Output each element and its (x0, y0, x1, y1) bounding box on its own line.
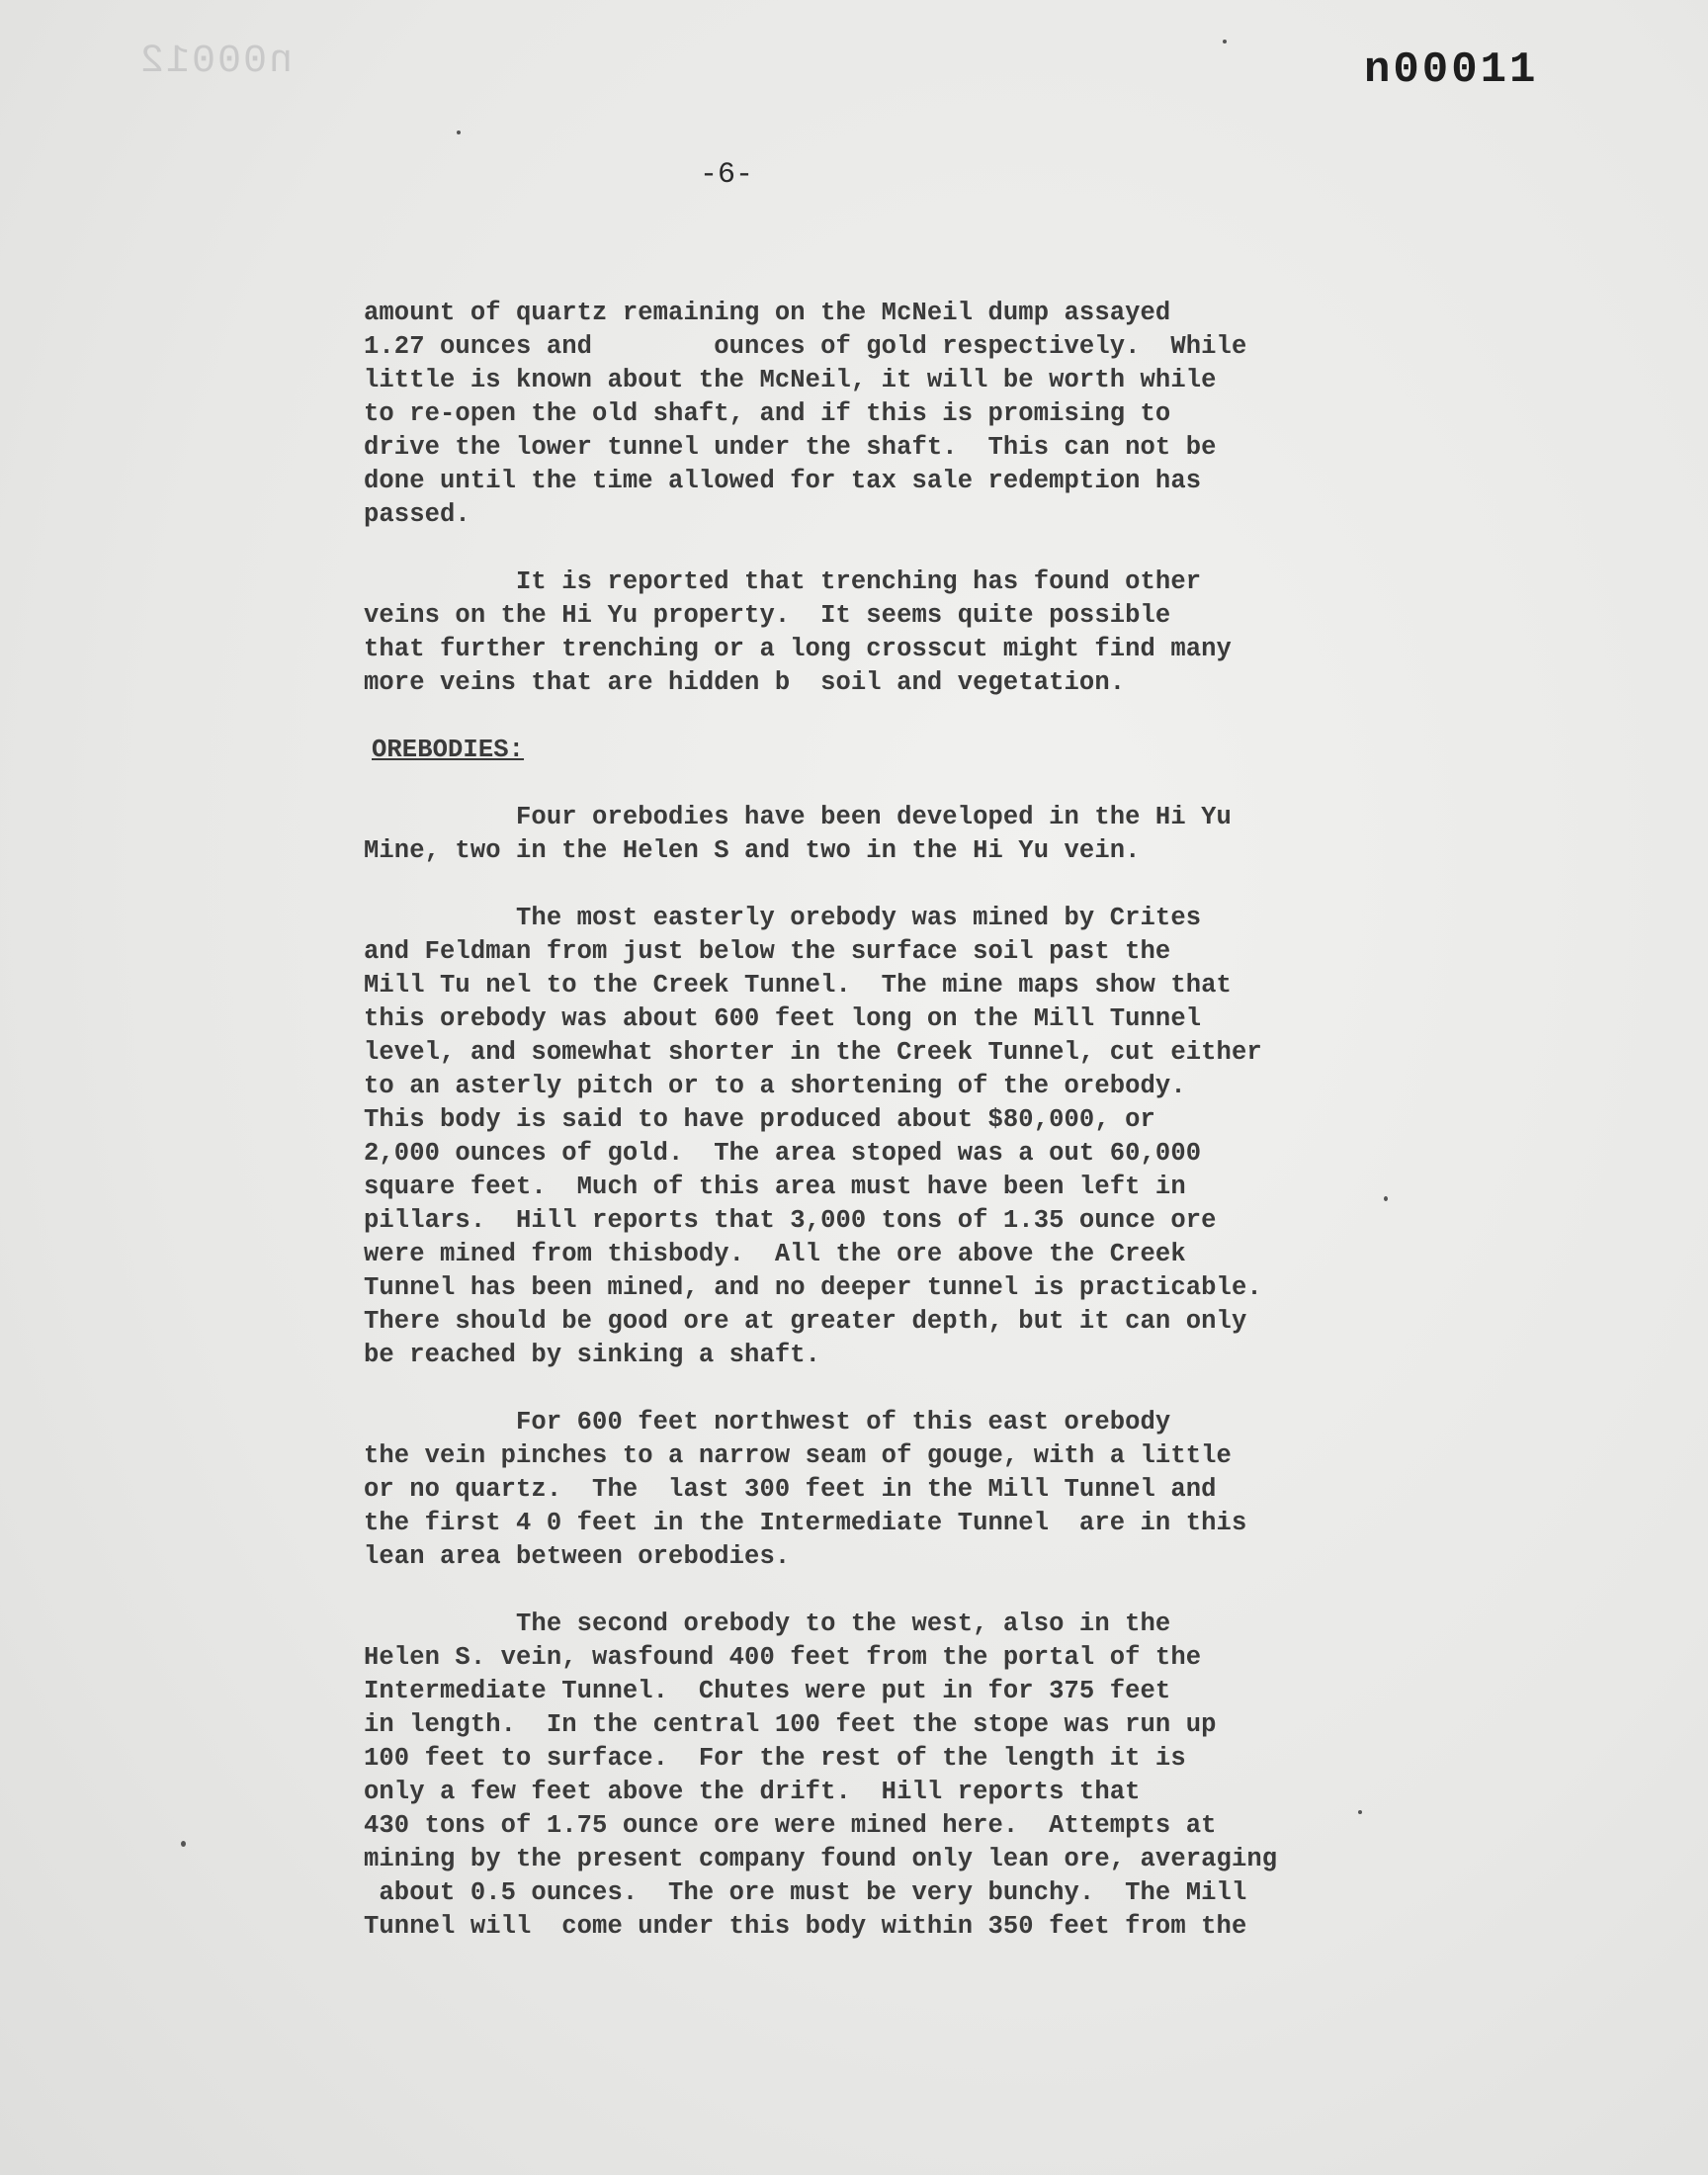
text-line: For 600 feet northwest of this east orebody (364, 1408, 1171, 1436)
text-line: pillars. Hill reports that 3,000 tons of 1.35 ounce ore (364, 1206, 1217, 1235)
scan-speck (181, 1841, 186, 1847)
text-line: the vein pinches to a narrow seam of gouge, with a little (364, 1441, 1232, 1470)
text-line: It is reported that trenching has found other (364, 567, 1202, 596)
text-line: amount of quartz remaining on the McNeil dump assayed (364, 299, 1171, 327)
ghost-document-number: n00012 (138, 40, 294, 84)
text-line: veins on the Hi Yu property. It seems quite possible (364, 601, 1171, 630)
paragraph (364, 801, 1392, 868)
text-line: level, and somewhat shorter in the Creek Tunnel, cut either (364, 1038, 1262, 1067)
text-line: 100 feet to surface. For the rest of the length it is (364, 1744, 1186, 1773)
text-line: only a few feet above the drift. Hill reports that (364, 1778, 1141, 1806)
paragraph (364, 1406, 1392, 1574)
scan-speck (1358, 1810, 1362, 1814)
text-line: the first 4 0 feet in the Intermediate Tunnel are in this (364, 1509, 1247, 1537)
text-line: this orebody was about 600 feet long on the Mill Tunnel (364, 1004, 1202, 1033)
text-line: to re-open the old shaft, and if this is promising to (364, 399, 1171, 428)
scan-speck (1384, 1196, 1388, 1201)
text-line: little is known about the McNeil, it will be worth while (364, 366, 1217, 394)
text-line: to an asterly pitch or to a shortening of the orebody. (364, 1072, 1186, 1100)
text-line: Intermediate Tunnel. Chutes were put in for 375 feet (364, 1677, 1171, 1705)
text-line: done until the time allowed for tax sale redemption has (364, 467, 1202, 495)
text-line: This body is said to have produced about $80,000, or (364, 1105, 1155, 1134)
text-line: There should be good ore at greater depth, but it can only (364, 1307, 1247, 1336)
text-line: and Feldman from just below the surface soil past the (364, 937, 1171, 966)
text-line: Mine, two in the Helen S and two in the Hi Yu vein. (364, 836, 1141, 865)
text-line: mining by the present company found only lean ore, averaging (364, 1845, 1278, 1873)
paragraph (364, 297, 1392, 532)
document-number: n00011 (1364, 45, 1539, 95)
text-line: be reached by sinking a shaft. (364, 1341, 821, 1369)
text-line: about 0.5 ounces. The ore must be very bunchy. The Mill (364, 1878, 1247, 1907)
text-line: Tunnel has been mined, and no deeper tunnel is practicable. (364, 1273, 1262, 1302)
text-line: Helen S. vein, wasfound 400 feet from the portal of the (364, 1643, 1202, 1672)
text-line: Mill Tu nel to the Creek Tunnel. The mine maps show that (364, 971, 1232, 1000)
text-line: 430 tons of 1.75 ounce ore were mined here. Attempts at (364, 1811, 1217, 1840)
scan-speck (1223, 40, 1227, 44)
text-line: Four orebodies have been developed in the Hi Yu (364, 803, 1232, 831)
paragraph (364, 902, 1392, 1372)
body-text (364, 297, 1392, 1977)
text-line: square feet. Much of this area must have been left in (364, 1173, 1186, 1201)
scan-speck (457, 130, 461, 134)
text-line: were mined from thisbody. All the ore above the Creek (364, 1240, 1186, 1268)
text-line: The second orebody to the west, also in the (364, 1610, 1171, 1638)
text-line: that further trenching or a long crosscut might find many (364, 635, 1232, 663)
page-number: -6- (700, 158, 754, 192)
text-line: 1.27 ounces and ounces of gold respectively. While (364, 332, 1247, 361)
text-line: Tunnel will come under this body within 350 feet from the (364, 1912, 1247, 1941)
section-heading: OREBODIES: (372, 736, 525, 764)
text-line: The most easterly orebody was mined by Crites (364, 904, 1202, 932)
text-line: or no quartz. The last 300 feet in the Mill Tunnel and (364, 1475, 1217, 1504)
text-line: drive the lower tunnel under the shaft. This can not be (364, 433, 1217, 462)
text-line: more veins that are hidden b soil and vegetation. (364, 668, 1126, 697)
text-line: passed. (364, 500, 470, 529)
paragraph (364, 566, 1392, 700)
text-line: 2,000 ounces of gold. The area stoped was a out 60,000 (364, 1139, 1202, 1168)
text-line: in length. In the central 100 feet the stope was run up (364, 1710, 1217, 1739)
text-line: lean area between orebodies. (364, 1542, 791, 1571)
paragraph (364, 1608, 1392, 1944)
